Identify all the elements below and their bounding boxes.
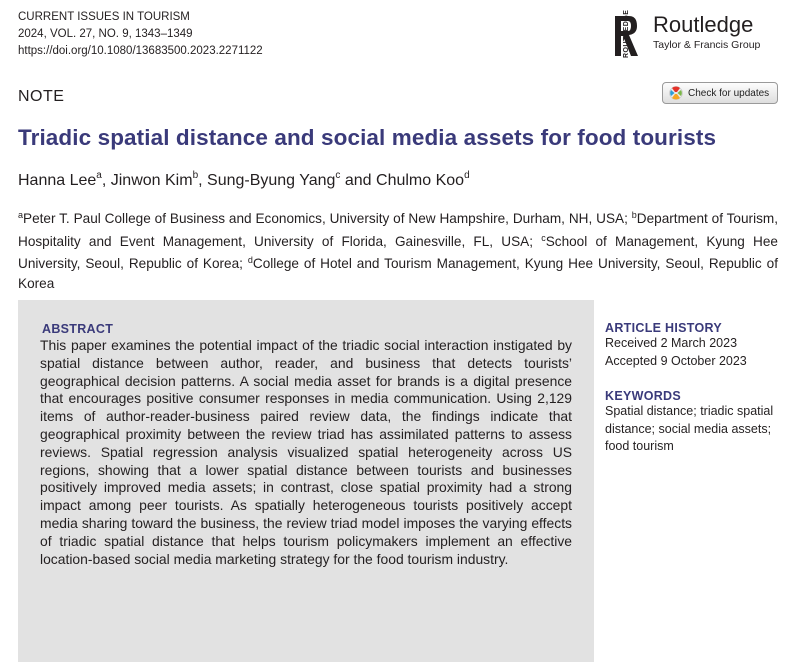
article-type-label: NOTE [18, 88, 65, 105]
affiliation-text: School of Management, Kyung Hee University, Seoul, Republic of Korea; [18, 233, 778, 272]
journal-info [18, 9, 263, 60]
keywords-section [605, 389, 785, 456]
affiliation-text: College of Hotel and Tourism Management, Kyung Hee University, Seoul, Republic of Korea [18, 256, 778, 291]
author-separator: and [340, 172, 377, 189]
publisher-name: Routledge [653, 12, 754, 37]
journal-name: CURRENT ISSUES IN TOURISM [18, 11, 190, 23]
check-for-updates-button[interactable] [662, 82, 778, 104]
crossmark-icon [669, 86, 683, 100]
affil-marker: a [18, 210, 24, 220]
author-name[interactable]: Jinwon Kim [110, 172, 193, 189]
publisher-group: Taylor & Francis Group [653, 39, 761, 51]
affil-marker: d [247, 255, 253, 266]
affil-marker: c [541, 232, 546, 243]
article-title: Triadic spatial distance and social media assets for food tourists [18, 125, 717, 150]
author-name[interactable]: Hanna Lee [18, 172, 97, 189]
author-name[interactable]: Sung-Byung Yang [207, 172, 336, 189]
author-separator: , [198, 172, 208, 189]
keywords-text: Spatial distance; triadic spatial distance; social media assets; food tourism [605, 404, 774, 453]
accepted-date: Accepted 9 October 2023 [605, 353, 747, 368]
doi-link[interactable]: https://doi.org/10.1080/13683500.2023.2271122 [18, 45, 263, 57]
author-affil-marker: d [464, 170, 470, 181]
affil-marker: b [631, 210, 637, 220]
abstract-text: This paper examines the potential impact of the triadic social interaction instigated by spatial distance between author, reader, and business that detects tourists’ geographical decision patterns. A social media asset for brands is a digital presence that encourages positive consumer responses in media communication. Using 2,129 items of author-reader-business paired review data, the findings indicate that geographical proximity between the review triad has assimilated patterns to assess reviews. Spatial regression analysis visualized spatial heterogeneity across US regions, showing that a lower spatial distance between tourists and businesses positively improved media assets; in contrast, close spatial proximity had a strong impact among peer tourists. As spatially heterogeneous tourists positively accept media sharing toward the business, the review triad model imposes the varying effects of triadic spatial distance that helps tourism policymakers implement an effective location-based social media marketing strategy for the food tourism industry. [40, 337, 572, 567]
author-affil-marker: c [335, 170, 341, 181]
author-name[interactable]: Chulmo Koo [376, 172, 465, 189]
keywords-heading: KEYWORDS [605, 389, 682, 403]
author-affil-marker: a [96, 170, 102, 181]
affiliation-text: Peter T. Paul College of Business and Economics, University of New Hampshire, Durham, NH, USA; [23, 211, 632, 226]
author-list [18, 170, 470, 190]
publisher-vertical-text: ROUTLEDGE [623, 9, 630, 58]
article-history-heading: ARTICLE HISTORY [605, 321, 723, 335]
abstract-panel [18, 300, 594, 662]
check-for-updates-label: Check for updates [688, 87, 770, 99]
author-separator: , [101, 172, 111, 189]
publisher-logo [613, 9, 783, 60]
affiliation-text: Department of Tourism, Hospitality and Event Management, University of Florida, Gainesville, FL, USA; [18, 211, 778, 249]
journal-citation: 2024, VOL. 27, NO. 9, 1343–1349 [18, 28, 193, 40]
affiliations [18, 206, 778, 293]
author-affil-marker: b [192, 170, 199, 181]
article-history [605, 321, 785, 370]
abstract-heading: ABSTRACT [42, 322, 114, 336]
received-date: Received 2 March 2023 [605, 336, 738, 350]
